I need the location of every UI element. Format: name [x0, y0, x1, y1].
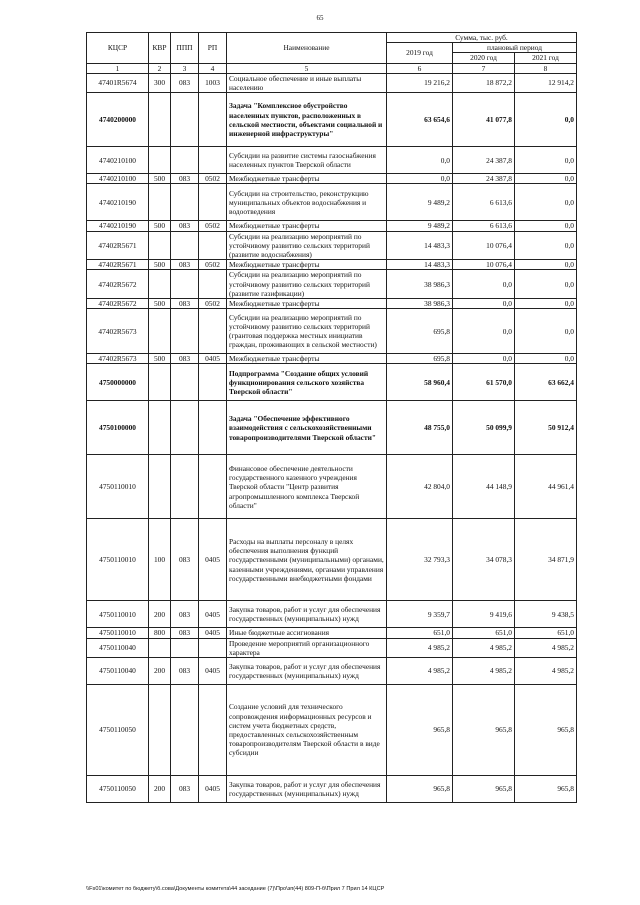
rp-cell: 1003 — [199, 73, 227, 92]
ppp-cell: 083 — [171, 601, 199, 628]
ppp-cell: 083 — [171, 174, 199, 184]
value-2019-cell: 965,8 — [387, 776, 453, 803]
header-ppp: ППП — [171, 33, 199, 64]
value-2021-cell: 44 961,4 — [515, 455, 577, 519]
ppp-cell — [171, 455, 199, 519]
ppp-cell: 083 — [171, 658, 199, 685]
value-2021-cell: 63 662,4 — [515, 364, 577, 401]
kvr-cell: 500 — [149, 260, 171, 270]
table-row — [87, 93, 577, 147]
value-2020-cell: 9 419,6 — [453, 601, 515, 628]
ppp-cell: 083 — [171, 776, 199, 803]
kvr-cell — [149, 93, 171, 147]
ppp-cell: 083 — [171, 299, 199, 309]
value-2020-cell: 34 078,3 — [453, 519, 515, 601]
kvr-cell: 500 — [149, 354, 171, 364]
name-cell: Межбюджетные трансферты — [227, 299, 387, 309]
kcsr-cell: 4740210100 — [87, 147, 149, 174]
table-row — [87, 147, 577, 174]
value-2020-cell: 10 076,4 — [453, 260, 515, 270]
table-row — [87, 658, 577, 685]
kvr-cell: 200 — [149, 776, 171, 803]
rp-cell — [199, 184, 227, 221]
rp-cell: 0405 — [199, 354, 227, 364]
value-2020-cell: 4 985,2 — [453, 638, 515, 657]
kvr-cell: 200 — [149, 658, 171, 685]
table-row — [87, 354, 577, 364]
column-number: 5 — [227, 63, 387, 73]
kcsr-cell: 4750110040 — [87, 658, 149, 685]
name-cell: Подпрограмма "Создание общих условий функционирования сельского хозяйства Тверской области" — [227, 364, 387, 401]
rp-cell: 0405 — [199, 776, 227, 803]
header-planned-period: плановый период — [453, 43, 577, 53]
ppp-cell: 083 — [171, 221, 199, 231]
name-cell: Субсидии на строительство, реконструкцию муниципальных объектов водоснабжения и водоотведения — [227, 184, 387, 221]
kcsr-cell: 4740210190 — [87, 221, 149, 231]
value-2021-cell: 34 871,9 — [515, 519, 577, 601]
kvr-cell — [149, 401, 171, 455]
value-2019-cell: 58 960,4 — [387, 364, 453, 401]
name-cell: Межбюджетные трансферты — [227, 354, 387, 364]
kcsr-cell: 47402R5671 — [87, 231, 149, 260]
value-2019-cell: 651,0 — [387, 628, 453, 638]
kvr-cell: 500 — [149, 174, 171, 184]
header-sum: Сумма, тыс. руб. — [387, 33, 577, 43]
value-2019-cell: 4 985,2 — [387, 638, 453, 657]
rp-cell: 0405 — [199, 658, 227, 685]
table-row — [87, 455, 577, 519]
name-cell: Закупка товаров, работ и услуг для обеспечения государственных (муниципальных) нужд — [227, 658, 387, 685]
value-2021-cell: 0,0 — [515, 147, 577, 174]
kvr-cell — [149, 638, 171, 657]
kvr-cell — [149, 364, 171, 401]
column-number: 6 — [387, 63, 453, 73]
name-cell: Межбюджетные трансферты — [227, 221, 387, 231]
column-number: 7 — [453, 63, 515, 73]
kvr-cell — [149, 184, 171, 221]
value-2021-cell: 4 985,2 — [515, 638, 577, 657]
rp-cell — [199, 231, 227, 260]
value-2020-cell: 61 570,0 — [453, 364, 515, 401]
rp-cell: 0405 — [199, 601, 227, 628]
name-cell: Финансовое обеспечение деятельности государственного казенного учреждения Тверской области "Центр развития агропромышленного комплекса Тверской области" — [227, 455, 387, 519]
table-row — [87, 519, 577, 601]
value-2020-cell: 24 387,8 — [453, 174, 515, 184]
rp-cell — [199, 309, 227, 354]
value-2019-cell: 9 489,2 — [387, 184, 453, 221]
name-cell: Субсидии на реализацию мероприятий по устойчивому развитию сельских территорий (развитие водоснабжения) — [227, 231, 387, 260]
kvr-cell — [149, 309, 171, 354]
table-row — [87, 299, 577, 309]
column-number: 3 — [171, 63, 199, 73]
name-cell: Задача "Обеспечение эффективного взаимодействия с сельскохозяйственными товаропроизводителями Тверской области" — [227, 401, 387, 455]
table-row — [87, 270, 577, 299]
name-cell: Субсидии на развитие системы газоснабжения населенных пунктов Тверской области — [227, 147, 387, 174]
value-2019-cell: 695,8 — [387, 354, 453, 364]
name-cell: Расходы на выплаты персоналу в целях обеспечения выполнения функций государственными (муниципальными) органами, казенными учреждениями, органами управления государственными внебюджетными фондами — [227, 519, 387, 601]
kvr-cell — [149, 685, 171, 776]
header-name: Наименование — [227, 33, 387, 64]
value-2021-cell: 0,0 — [515, 299, 577, 309]
ppp-cell: 083 — [171, 519, 199, 601]
table-row — [87, 685, 577, 776]
value-2020-cell: 50 099,9 — [453, 401, 515, 455]
rp-cell — [199, 685, 227, 776]
rp-cell: 0502 — [199, 299, 227, 309]
kcsr-cell: 47402R5672 — [87, 299, 149, 309]
rp-cell — [199, 455, 227, 519]
kcsr-cell: 4750110010 — [87, 455, 149, 519]
table-row — [87, 776, 577, 803]
value-2019-cell: 9 489,2 — [387, 221, 453, 231]
kvr-cell: 500 — [149, 299, 171, 309]
header-rp: РП — [199, 33, 227, 64]
value-2020-cell: 6 613,6 — [453, 184, 515, 221]
kcsr-cell: 4750110040 — [87, 638, 149, 657]
header-2019: 2019 год — [387, 43, 453, 63]
column-number: 4 — [199, 63, 227, 73]
value-2019-cell: 19 216,2 — [387, 73, 453, 92]
rp-cell: 0502 — [199, 174, 227, 184]
kcsr-cell: 4750110050 — [87, 776, 149, 803]
value-2021-cell: 965,8 — [515, 776, 577, 803]
table-row — [87, 309, 577, 354]
value-2019-cell: 38 986,3 — [387, 270, 453, 299]
value-2019-cell: 9 359,7 — [387, 601, 453, 628]
kvr-cell — [149, 231, 171, 260]
rp-cell — [199, 93, 227, 147]
kcsr-cell: 47402R5673 — [87, 354, 149, 364]
table-row — [87, 401, 577, 455]
value-2020-cell: 0,0 — [453, 354, 515, 364]
rp-cell: 0405 — [199, 628, 227, 638]
table-row — [87, 364, 577, 401]
rp-cell: 0502 — [199, 260, 227, 270]
name-cell: Иные бюджетные ассигнования — [227, 628, 387, 638]
kvr-cell: 500 — [149, 221, 171, 231]
ppp-cell — [171, 184, 199, 221]
value-2020-cell: 0,0 — [453, 299, 515, 309]
value-2019-cell: 48 755,0 — [387, 401, 453, 455]
rp-cell: 0502 — [199, 221, 227, 231]
value-2020-cell: 965,8 — [453, 776, 515, 803]
value-2021-cell: 0,0 — [515, 93, 577, 147]
column-number: 8 — [515, 63, 577, 73]
kcsr-cell: 47401R5674 — [87, 73, 149, 92]
table-row — [87, 601, 577, 628]
name-cell: Закупка товаров, работ и услуг для обеспечения государственных (муниципальных) нужд — [227, 776, 387, 803]
name-cell: Социальное обеспечение и иные выплаты населению — [227, 73, 387, 92]
name-cell: Задача "Комплексное обустройство населенных пунктов, расположенных в сельской местности, объектами социальной и инженерной инфраструктуры" — [227, 93, 387, 147]
rp-cell: 0405 — [199, 519, 227, 601]
value-2020-cell: 44 148,9 — [453, 455, 515, 519]
kcsr-cell: 47402R5673 — [87, 309, 149, 354]
value-2021-cell: 0,0 — [515, 260, 577, 270]
value-2019-cell: 14 483,3 — [387, 231, 453, 260]
kvr-cell: 200 — [149, 601, 171, 628]
value-2021-cell: 965,8 — [515, 685, 577, 776]
value-2020-cell: 0,0 — [453, 309, 515, 354]
table-row — [87, 628, 577, 638]
value-2019-cell: 42 804,0 — [387, 455, 453, 519]
value-2021-cell: 4 985,2 — [515, 658, 577, 685]
budget-table — [86, 32, 577, 803]
table-header — [87, 33, 577, 74]
ppp-cell: 083 — [171, 260, 199, 270]
name-cell: Закупка товаров, работ и услуг для обеспечения государственных (муниципальных) нужд — [227, 601, 387, 628]
kvr-cell — [149, 455, 171, 519]
kvr-cell: 800 — [149, 628, 171, 638]
kcsr-cell: 47402R5671 — [87, 260, 149, 270]
name-cell: Проведение мероприятий организационного характера — [227, 638, 387, 657]
table-row — [87, 184, 577, 221]
value-2019-cell: 965,8 — [387, 685, 453, 776]
table-row — [87, 260, 577, 270]
value-2020-cell: 24 387,8 — [453, 147, 515, 174]
column-number-row — [87, 63, 577, 73]
value-2021-cell: 0,0 — [515, 354, 577, 364]
kcsr-cell: 4750110050 — [87, 685, 149, 776]
table-row — [87, 174, 577, 184]
kcsr-cell: 4740210190 — [87, 184, 149, 221]
name-cell: Субсидии на реализацию мероприятий по устойчивому развитию сельских территорий (развитие газификации) — [227, 270, 387, 299]
table-row — [87, 73, 577, 92]
value-2020-cell: 651,0 — [453, 628, 515, 638]
name-cell: Создание условий для технического сопровождения информационных ресурсов и систем учета бюджетных средств, предоставленных сельскохозяйственным товаропроизводителям Тверской области в виде субсидии — [227, 685, 387, 776]
table-row — [87, 231, 577, 260]
ppp-cell — [171, 309, 199, 354]
value-2020-cell: 10 076,4 — [453, 231, 515, 260]
value-2021-cell: 50 912,4 — [515, 401, 577, 455]
ppp-cell — [171, 93, 199, 147]
kcsr-cell: 4740200000 — [87, 93, 149, 147]
column-number: 2 — [149, 63, 171, 73]
header-kcsr: КЦСР — [87, 33, 149, 64]
ppp-cell: 083 — [171, 73, 199, 92]
value-2021-cell: 651,0 — [515, 628, 577, 638]
value-2021-cell: 0,0 — [515, 174, 577, 184]
value-2020-cell: 41 077,8 — [453, 93, 515, 147]
ppp-cell — [171, 270, 199, 299]
header-kvr: КВР — [149, 33, 171, 64]
page-number: 65 — [316, 14, 324, 22]
kvr-cell: 300 — [149, 73, 171, 92]
kvr-cell — [149, 270, 171, 299]
kcsr-cell: 4740210100 — [87, 174, 149, 184]
value-2021-cell: 0,0 — [515, 184, 577, 221]
ppp-cell — [171, 231, 199, 260]
name-cell: Субсидии на реализацию мероприятий по устойчивому развитию сельских территорий (грантовая поддержка местных инициатив граждан, проживающих в сельской местности) — [227, 309, 387, 354]
rp-cell — [199, 401, 227, 455]
value-2021-cell: 0,0 — [515, 309, 577, 354]
kcsr-cell: 47402R5672 — [87, 270, 149, 299]
value-2019-cell: 695,8 — [387, 309, 453, 354]
rp-cell — [199, 364, 227, 401]
header-2020: 2020 год — [453, 53, 515, 63]
ppp-cell — [171, 401, 199, 455]
value-2019-cell: 0,0 — [387, 174, 453, 184]
value-2019-cell: 63 654,6 — [387, 93, 453, 147]
kcsr-cell: 4750110010 — [87, 601, 149, 628]
ppp-cell — [171, 685, 199, 776]
kvr-cell: 100 — [149, 519, 171, 601]
ppp-cell — [171, 364, 199, 401]
value-2020-cell: 4 985,2 — [453, 658, 515, 685]
value-2021-cell: 9 438,5 — [515, 601, 577, 628]
kcsr-cell: 4750110010 — [87, 628, 149, 638]
value-2021-cell: 0,0 — [515, 270, 577, 299]
value-2020-cell: 18 872,2 — [453, 73, 515, 92]
value-2019-cell: 0,0 — [387, 147, 453, 174]
name-cell: Межбюджетные трансферты — [227, 174, 387, 184]
value-2019-cell: 32 793,3 — [387, 519, 453, 601]
table-body — [87, 73, 577, 802]
ppp-cell: 083 — [171, 628, 199, 638]
table-row — [87, 638, 577, 657]
kvr-cell — [149, 147, 171, 174]
rp-cell — [199, 638, 227, 657]
value-2020-cell: 6 613,6 — [453, 221, 515, 231]
value-2021-cell: 0,0 — [515, 231, 577, 260]
column-number: 1 — [87, 63, 149, 73]
value-2021-cell: 0,0 — [515, 221, 577, 231]
kcsr-cell: 4750000000 — [87, 364, 149, 401]
kcsr-cell: 4750110010 — [87, 519, 149, 601]
value-2019-cell: 4 985,2 — [387, 658, 453, 685]
name-cell: Межбюджетные трансферты — [227, 260, 387, 270]
value-2019-cell: 38 986,3 — [387, 299, 453, 309]
header-2021: 2021 год — [515, 53, 577, 63]
kcsr-cell: 4750100000 — [87, 401, 149, 455]
ppp-cell: 083 — [171, 354, 199, 364]
rp-cell — [199, 147, 227, 174]
value-2019-cell: 14 483,3 — [387, 260, 453, 270]
footer-file-path: \\Fs01\комитет по бюджету\б.сова\Документы комитета\44 заседание (7)\Про\зп(44) 809-П-б\Прил 7 Прил 14 КЦСР — [86, 886, 385, 892]
value-2020-cell: 965,8 — [453, 685, 515, 776]
value-2021-cell: 12 914,2 — [515, 73, 577, 92]
ppp-cell — [171, 638, 199, 657]
rp-cell — [199, 270, 227, 299]
value-2020-cell: 0,0 — [453, 270, 515, 299]
ppp-cell — [171, 147, 199, 174]
table-row — [87, 221, 577, 231]
